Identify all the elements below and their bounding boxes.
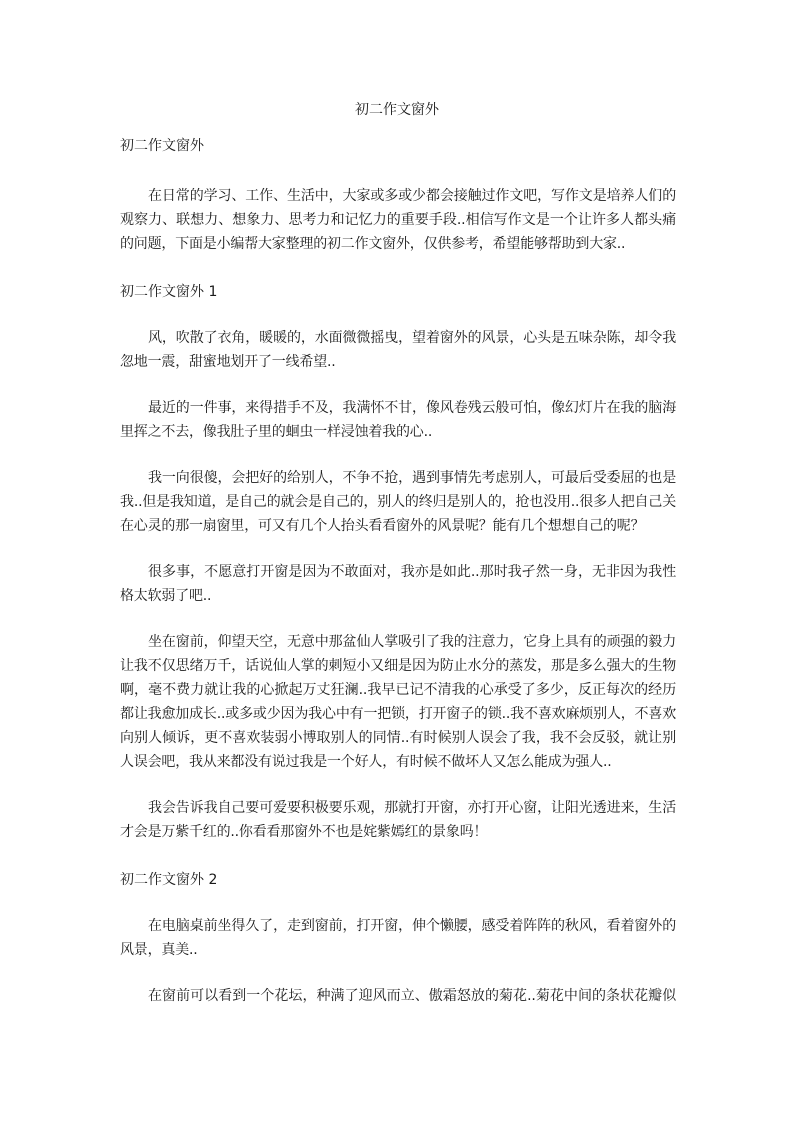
text-line: 都让我愈加成长..或多或少因为我心中有一把锁，打开窗子的锁..我不喜欢麻烦别人，不喜欢 [120, 706, 676, 722]
paragraph [120, 396, 676, 444]
paragraph [120, 630, 676, 774]
section-heading: 初二作文窗外 2 [120, 872, 218, 888]
text-line: 在日常的学习、工作、生活中，大家或多或少都会接触过作文吧，写作文是培养人们的 [148, 188, 676, 204]
intro-paragraph [120, 184, 676, 256]
text-line: 我会告诉我自己要可爱要积极要乐观，那就打开窗，亦打开心窗，让阳光透进来，生活 [148, 800, 676, 816]
text-line: 我..但是我知道，是自己的就会是自己的，别人的终归是别人的，抢也没用..很多人把自己关 [120, 494, 676, 510]
text-line: 才会是万紫千红的..你看看那窗外不也是姹紫嫣红的景象吗！ [120, 824, 488, 840]
text-line: 最近的一件事，来得措手不及，我满怀不甘，像风卷残云般可怕，像幻灯片在我的脑海 [148, 400, 676, 416]
paragraph [120, 560, 676, 608]
text-line: 里挥之不去，像我肚子里的蛔虫一样浸蚀着我的心.. [120, 424, 433, 440]
text-line: 人误会吧，我从来都没有说过我是一个好人，有时候不做坏人又怎么能成为强人.. [120, 754, 612, 770]
text-line: 在电脑桌前坐得久了，走到窗前，打开窗，伸个懒腰，感受着阵阵的秋风，看着窗外的 [148, 918, 676, 934]
paragraph [120, 984, 676, 1008]
text-line: 忽地一震，甜蜜地划开了一线希望.. [120, 354, 336, 370]
paragraph [120, 326, 676, 374]
document-body [120, 136, 676, 1008]
section-heading: 初二作文窗外 1 [120, 284, 218, 300]
text-line: 很多事，不愿意打开窗是因为不敢面对，我亦是如此..那时我孑然一身，无非因为我性 [148, 564, 676, 580]
intro-heading: 初二作文窗外 [120, 138, 204, 154]
paragraph [120, 466, 676, 538]
text-line: 在心灵的那一扇窗里，可又有几个人抬头看看窗外的风景呢？能有几个想想自己的呢？ [120, 518, 645, 534]
text-line: 风，吹散了衣角，暖暖的，水面微微摇曳，望着窗外的风景，心头是五味杂陈，却令我 [148, 330, 676, 346]
document-title: 初二作文窗外 [355, 102, 439, 118]
text-line: 向别人倾诉，更不喜欢装弱小博取别人的同情..有时候别人误会了我，我不会反驳，就让别 [120, 730, 676, 746]
text-line: 让我不仅思绪万千，话说仙人掌的刺短小又细是因为防止水分的蒸发，那是多么强大的生物 [120, 658, 676, 674]
text-line: 风景，真美.. [120, 942, 198, 958]
text-line: 观察力、联想力、想象力、思考力和记忆力的重要手段..相信写作文是一个让许多人都头痛 [120, 212, 676, 228]
text-line: 啊，毫不费力就让我的心掀起万丈狂澜..我早已记不清我的心承受了多少，反正每次的经历 [120, 682, 676, 698]
text-line: 格太软弱了吧.. [120, 588, 212, 604]
text-line: 在窗前可以看到一个花坛，种满了迎风而立、傲霜怒放的菊花..菊花中间的条状花瓣似 [148, 988, 676, 1004]
text-line: 坐在窗前，仰望天空，无意中那盆仙人掌吸引了我的注意力，它身上具有的顽强的毅力 [148, 634, 676, 650]
text-line: 我一向很傻，会把好的给别人，不争不抢，遇到事情先考虑别人，可最后受委屈的也是 [148, 470, 676, 486]
paragraph [120, 914, 676, 962]
paragraph [120, 796, 676, 844]
text-line: 的问题，下面是小编帮大家整理的初二作文窗外，仅供参考，希望能够帮助到大家.. [120, 236, 626, 252]
